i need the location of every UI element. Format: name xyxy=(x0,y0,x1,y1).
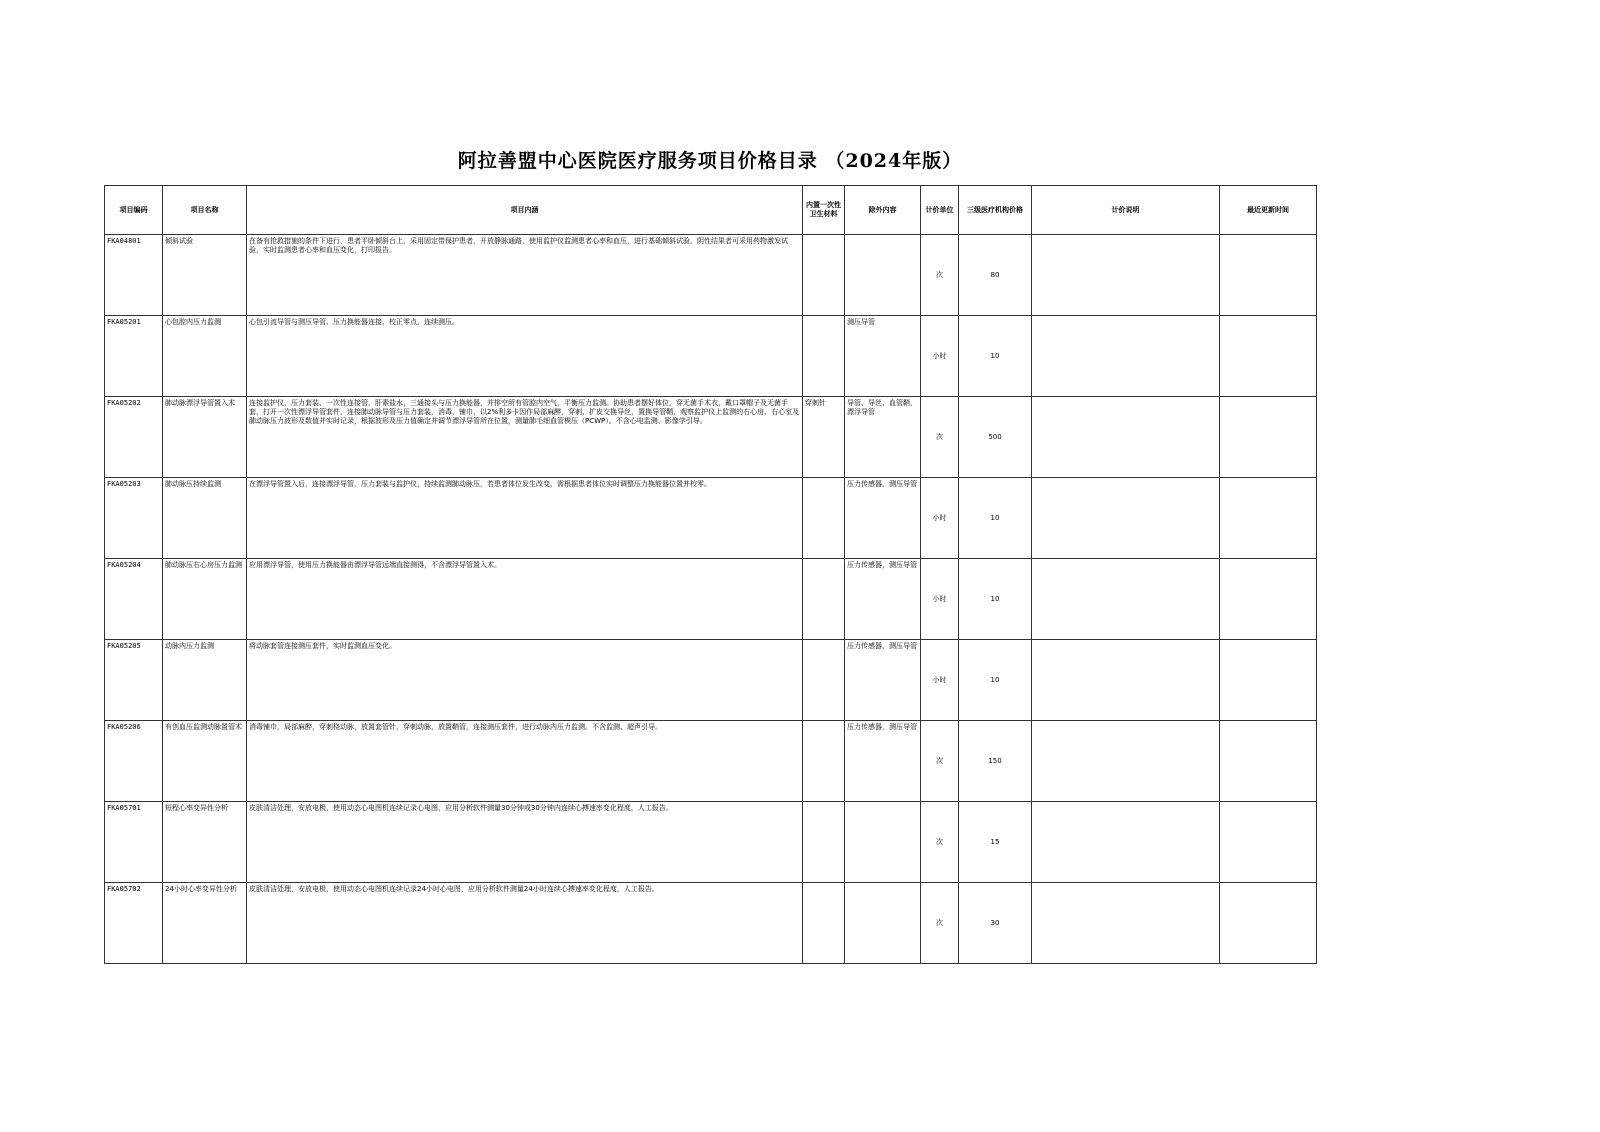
cell-unit: 小时 xyxy=(921,559,959,640)
cell-code: FKA05203 xyxy=(105,478,163,559)
cell-updated xyxy=(1220,883,1317,964)
cell-note xyxy=(1032,802,1220,883)
cell-unit: 次 xyxy=(921,235,959,316)
cell-material xyxy=(803,883,845,964)
cell-note xyxy=(1032,721,1220,802)
cell-content: 将动脉套管连接测压套件，实时监测血压变化。 xyxy=(247,640,803,721)
header-content: 项目内涵 xyxy=(247,186,803,235)
cell-updated xyxy=(1220,397,1317,478)
cell-material xyxy=(803,235,845,316)
cell-updated xyxy=(1220,802,1317,883)
table-row xyxy=(105,721,1317,802)
cell-price: 80 xyxy=(959,235,1032,316)
cell-name: 肺动脉漂浮导管置入术 xyxy=(163,397,247,478)
cell-updated xyxy=(1220,316,1317,397)
table-row xyxy=(105,316,1317,397)
header-code: 项目编码 xyxy=(105,186,163,235)
table-row xyxy=(105,235,1317,316)
cell-price: 10 xyxy=(959,316,1032,397)
cell-unit: 小时 xyxy=(921,478,959,559)
cell-name: 有创血压监测动脉置管术 xyxy=(163,721,247,802)
table-row xyxy=(105,883,1317,964)
price-table xyxy=(104,185,1317,964)
table-row xyxy=(105,478,1317,559)
cell-material xyxy=(803,316,845,397)
header-note: 计价说明 xyxy=(1032,186,1220,235)
cell-price: 500 xyxy=(959,397,1032,478)
cell-name: 肺动脉压持续监测 xyxy=(163,478,247,559)
cell-note xyxy=(1032,883,1220,964)
cell-excluded: 压力传感器，测压导管 xyxy=(845,640,921,721)
cell-note xyxy=(1032,559,1220,640)
cell-content: 皮肤清洁处理，安放电极，使用动态心电图机连续记录心电图，应用分析软件测量30分钟或30分钟内连续心搏速率变化程度，人工报告。 xyxy=(247,802,803,883)
cell-content: 应用漂浮导管，使用压力换能器由漂浮导管远端直接测得，不含漂浮导管置入术。 xyxy=(247,559,803,640)
header-excluded: 除外内容 xyxy=(845,186,921,235)
header-updated: 最近更新时间 xyxy=(1220,186,1317,235)
cell-note xyxy=(1032,397,1220,478)
cell-content: 消毒铺巾，局部麻醉，穿刺桡动脉，放置套管针，穿刺动脉，放置鞘管，连接测压套件，进行动脉内压力监测。不含监测、超声引导。 xyxy=(247,721,803,802)
table-row xyxy=(105,397,1317,478)
cell-excluded: 压力传感器，测压导管 xyxy=(845,478,921,559)
cell-excluded xyxy=(845,235,921,316)
cell-unit: 次 xyxy=(921,721,959,802)
cell-material xyxy=(803,802,845,883)
cell-content: 心包引流导管与测压导管、压力换能器连接，校正零点，连续测压。 xyxy=(247,316,803,397)
cell-code: FKA05206 xyxy=(105,721,163,802)
cell-name: 动脉内压力监测 xyxy=(163,640,247,721)
cell-material xyxy=(803,478,845,559)
cell-unit: 次 xyxy=(921,802,959,883)
cell-note xyxy=(1032,316,1220,397)
cell-content: 在备有抢救措施的条件下进行，患者平卧倾斜台上，采用固定带保护患者，开放静脉通路，使用监护仪监测患者心率和血压，进行基础倾斜试验，阴性结果者可采用药物激发试验，实时监测患者心率和血压变化，打印报告。 xyxy=(247,235,803,316)
cell-code: FKA05701 xyxy=(105,802,163,883)
header-price: 三级医疗机构价格 xyxy=(959,186,1032,235)
cell-price: 10 xyxy=(959,640,1032,721)
cell-name: 肺动脉压右心房压力监测 xyxy=(163,559,247,640)
header-material: 内置一次性卫生材料 xyxy=(803,186,845,235)
cell-updated xyxy=(1220,478,1317,559)
cell-excluded: 导管、导丝、血管鞘，漂浮导管 xyxy=(845,397,921,478)
cell-code: FKA05702 xyxy=(105,883,163,964)
cell-note xyxy=(1032,235,1220,316)
cell-unit: 次 xyxy=(921,397,959,478)
cell-price: 150 xyxy=(959,721,1032,802)
cell-name: 倾斜试验 xyxy=(163,235,247,316)
cell-updated xyxy=(1220,721,1317,802)
cell-name: 短程心率变异性分析 xyxy=(163,802,247,883)
header-name: 项目名称 xyxy=(163,186,247,235)
cell-content: 皮肤清洁处理，安放电极，使用动态心电图机连续记录24小时心电图，应用分析软件测量24小时连续心搏速率变化程度，人工报告。 xyxy=(247,883,803,964)
cell-material xyxy=(803,640,845,721)
cell-excluded xyxy=(845,883,921,964)
cell-unit: 次 xyxy=(921,883,959,964)
cell-code: FKA05201 xyxy=(105,316,163,397)
cell-price: 10 xyxy=(959,559,1032,640)
cell-price: 10 xyxy=(959,478,1032,559)
cell-note xyxy=(1032,640,1220,721)
table-row xyxy=(105,640,1317,721)
cell-excluded: 压力传感器，测压导管 xyxy=(845,559,921,640)
cell-price: 30 xyxy=(959,883,1032,964)
table-row xyxy=(105,802,1317,883)
cell-material: 穿刺针 xyxy=(803,397,845,478)
cell-unit: 小时 xyxy=(921,316,959,397)
cell-excluded xyxy=(845,802,921,883)
cell-content: 连接监护仪、压力套装、一次性连接管，肝素盐水，三通接头与压力换能器，并排空所有管腔内空气，平衡压力监测。协助患者摆好体位，穿无菌手术衣，戴口罩帽子及无菌手套，打开一次性漂浮导管套件，连接肺动脉导管与压力套装，消毒，铺巾，以2%利多卡因作局部麻醉，穿刺、扩皮交换导丝，置换导管鞘，观察监护仪上监测的右心房、右心室及肺动脉压力波形及数值并实时记录，根据波形及压力值确定并调节漂浮导管所在位置，测量肺毛细血管楔压（PCWP）。不含心电监测、影像学引导。 xyxy=(247,397,803,478)
table-header-row xyxy=(105,186,1317,235)
cell-content: 在漂浮导管置入后，连接漂浮导管，压力套装与监护仪，持续监测肺动脉压，若患者体位发生改变，需根据患者体位实时调整压力换能器位置并校零。 xyxy=(247,478,803,559)
cell-code: FKA04801 xyxy=(105,235,163,316)
cell-excluded: 测压导管 xyxy=(845,316,921,397)
cell-excluded: 压力传感器，测压导管 xyxy=(845,721,921,802)
cell-code: FKA05204 xyxy=(105,559,163,640)
cell-updated xyxy=(1220,640,1317,721)
cell-updated xyxy=(1220,559,1317,640)
cell-name: 心包腔内压力监测 xyxy=(163,316,247,397)
header-unit: 计价单位 xyxy=(921,186,959,235)
cell-updated xyxy=(1220,235,1317,316)
page-title: 阿拉善盟中心医院医疗服务项目价格目录 （2024年版） xyxy=(457,150,963,172)
cell-code: FKA05202 xyxy=(105,397,163,478)
cell-unit: 小时 xyxy=(921,640,959,721)
cell-material xyxy=(803,721,845,802)
table-row xyxy=(105,559,1317,640)
cell-price: 15 xyxy=(959,802,1032,883)
cell-note xyxy=(1032,478,1220,559)
cell-code: FKA05205 xyxy=(105,640,163,721)
cell-name: 24小时心率变异性分析 xyxy=(163,883,247,964)
cell-material xyxy=(803,559,845,640)
